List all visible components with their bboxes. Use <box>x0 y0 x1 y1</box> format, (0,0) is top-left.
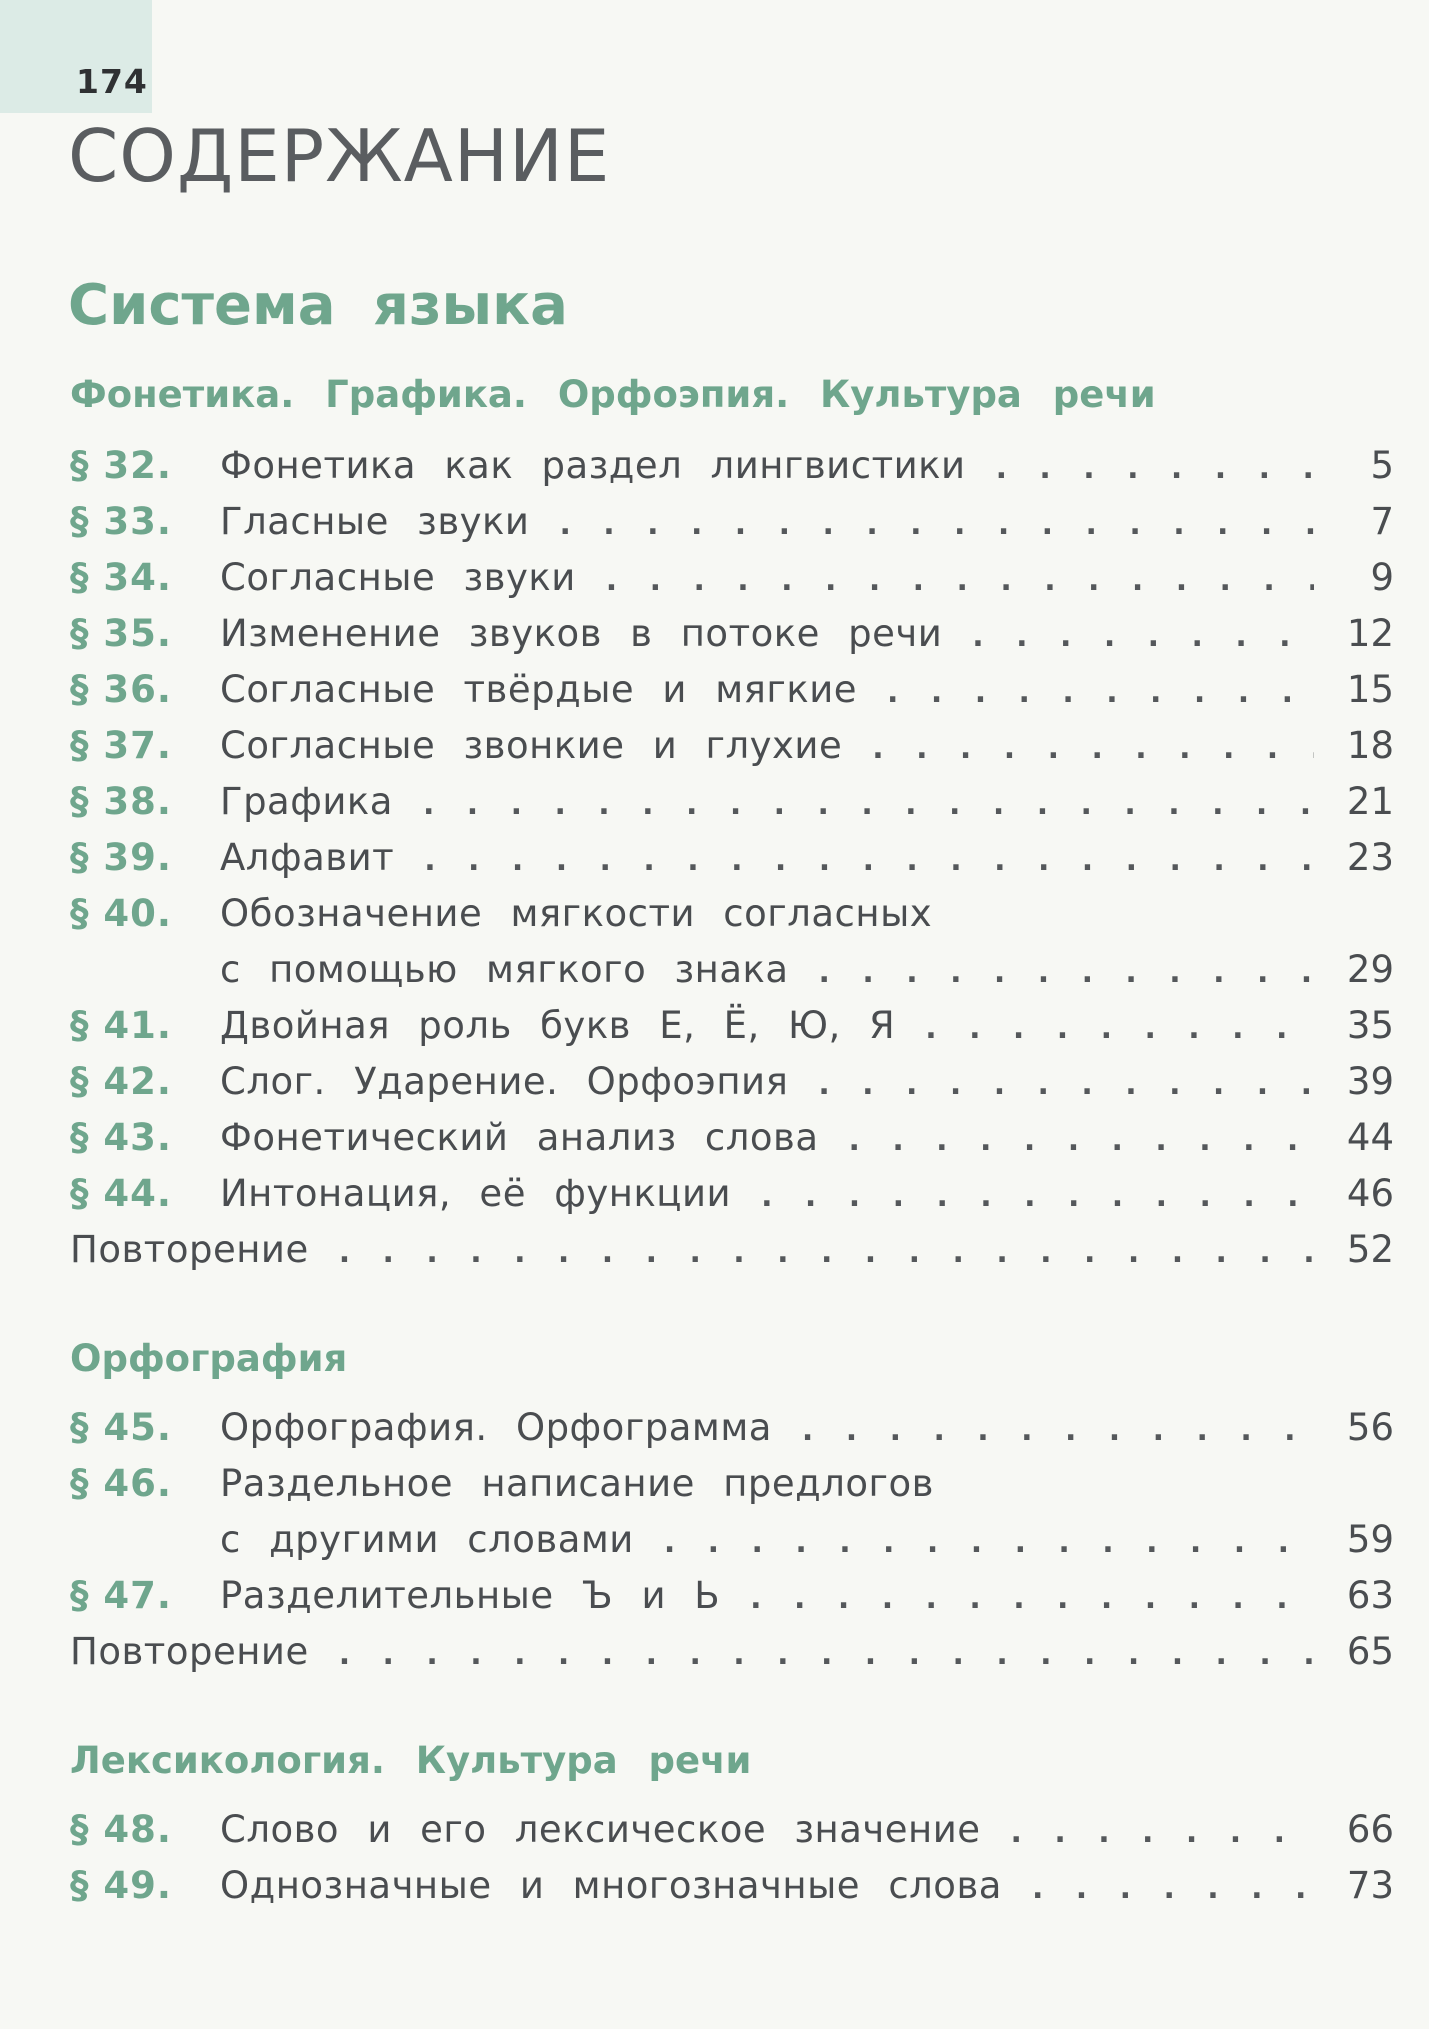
entry-title: Графика <box>220 780 393 823</box>
dot-leader <box>606 553 1314 609</box>
dot-leader <box>802 1403 1314 1459</box>
toc-entry[interactable] <box>70 1568 1394 1624</box>
entry-title: Слог. Ударение. Орфоэпия <box>220 1060 789 1103</box>
entry-page: 5 <box>1370 444 1394 487</box>
dot-leader <box>423 777 1314 833</box>
paragraph-number: § 33. <box>70 500 172 543</box>
section-heading-orthography: Орфография <box>70 1337 348 1380</box>
paragraph-number: § 36. <box>70 668 172 711</box>
review-title: Повторение <box>70 1228 309 1271</box>
entry-page: 59 <box>1346 1518 1394 1561</box>
entry-page: 44 <box>1346 1116 1394 1159</box>
entry-title: Фонетический анализ слова <box>220 1116 819 1159</box>
paragraph-number: § 46. <box>70 1462 172 1505</box>
dot-leader <box>761 1169 1314 1225</box>
entry-title: Раздельное написание предлогов <box>220 1462 934 1505</box>
page-number: 174 <box>76 62 148 101</box>
entry-title: Согласные звуки <box>220 556 576 599</box>
toc-entry[interactable] <box>70 718 1394 774</box>
toc-entry[interactable] <box>70 830 1394 886</box>
dot-leader <box>424 833 1314 889</box>
paragraph-number: § 47. <box>70 1574 172 1617</box>
dot-leader <box>972 609 1314 665</box>
toc-entry[interactable] <box>70 550 1394 606</box>
entry-page: 35 <box>1346 1004 1394 1047</box>
entry-page: 56 <box>1346 1406 1394 1449</box>
entry-title: Интонация, её функции <box>220 1172 732 1215</box>
entry-title: Орфография. Орфограмма <box>220 1406 772 1449</box>
toc-entry[interactable] <box>70 662 1394 718</box>
dot-leader <box>925 1001 1314 1057</box>
toc-entry-continuation[interactable] <box>220 1512 1394 1568</box>
entry-page: 66 <box>1346 1808 1394 1851</box>
section-heading-lexicology: Лексикология. Культура речи <box>70 1739 752 1782</box>
entry-page: 73 <box>1346 1864 1394 1907</box>
review-title: Повторение <box>70 1630 309 1673</box>
paragraph-number: § 42. <box>70 1060 172 1103</box>
entry-title: Обозначение мягкости согласных <box>220 892 933 935</box>
dot-leader <box>559 497 1314 553</box>
entry-title: Двойная роль букв Е, Ё, Ю, Я <box>220 1004 896 1047</box>
toc-entry-review[interactable] <box>70 1624 1394 1680</box>
entry-page: 9 <box>1370 556 1394 599</box>
entry-title: Гласные звуки <box>220 500 530 543</box>
dot-leader <box>819 945 1314 1001</box>
paragraph-number: § 43. <box>70 1116 172 1159</box>
entry-page: 39 <box>1346 1060 1394 1103</box>
entry-page: 15 <box>1346 668 1394 711</box>
toc-entry[interactable] <box>70 774 1394 830</box>
paragraph-number: § 40. <box>70 892 172 935</box>
dot-leader <box>750 1571 1314 1627</box>
dot-leader <box>339 1627 1314 1683</box>
section-heading-phonetics: Фонетика. Графика. Орфоэпия. Культура речи <box>70 373 1156 416</box>
paragraph-number: § 32. <box>70 444 172 487</box>
entry-title-continuation: с помощью мягкого знака <box>220 948 789 991</box>
paragraph-number: § 37. <box>70 724 172 767</box>
toc-entry[interactable] <box>70 1456 1394 1512</box>
toc-entry[interactable] <box>70 998 1394 1054</box>
dot-leader <box>818 1057 1314 1113</box>
entry-page: 46 <box>1346 1172 1394 1215</box>
entry-page: 63 <box>1346 1574 1394 1617</box>
entry-title: Согласные твёрдые и мягкие <box>220 668 858 711</box>
entry-page: 21 <box>1346 780 1394 823</box>
toc-entry[interactable] <box>70 438 1394 494</box>
entry-page: 65 <box>1346 1630 1394 1673</box>
dot-leader <box>1032 1861 1314 1917</box>
entry-page: 18 <box>1346 724 1394 767</box>
entry-page: 12 <box>1346 612 1394 655</box>
paragraph-number: § 34. <box>70 556 172 599</box>
entry-title: Фонетика как раздел лингвистики <box>220 444 966 487</box>
paragraph-number: § 49. <box>70 1864 172 1907</box>
dot-leader <box>996 441 1314 497</box>
entry-page: 23 <box>1346 836 1394 879</box>
toc-entry-continuation[interactable] <box>220 942 1394 998</box>
toc-entry[interactable] <box>70 1858 1394 1914</box>
entry-title-continuation: с другими словами <box>220 1518 634 1561</box>
paragraph-number: § 44. <box>70 1172 172 1215</box>
toc-entry[interactable] <box>70 886 1394 942</box>
paragraph-number: § 41. <box>70 1004 172 1047</box>
toc-entry-review[interactable] <box>70 1222 1394 1278</box>
dot-leader <box>872 721 1314 777</box>
paragraph-number: § 48. <box>70 1808 172 1851</box>
entry-title: Изменение звуков в потоке речи <box>220 612 943 655</box>
toc-entry[interactable] <box>70 1110 1394 1166</box>
toc-entry[interactable] <box>70 1802 1394 1858</box>
entry-page: 52 <box>1346 1228 1394 1271</box>
toc-entry[interactable] <box>70 606 1394 662</box>
entry-page: 7 <box>1370 500 1394 543</box>
dot-leader <box>664 1515 1314 1571</box>
toc-entry[interactable] <box>70 1166 1394 1222</box>
dot-leader <box>339 1225 1314 1281</box>
entry-page: 29 <box>1346 948 1394 991</box>
toc-entry[interactable] <box>70 1400 1394 1456</box>
paragraph-number: § 39. <box>70 836 172 879</box>
dot-leader <box>849 1113 1315 1169</box>
entry-title: Слово и его лексическое значение <box>220 1808 981 1851</box>
part-title: Система языка <box>68 273 568 338</box>
paragraph-number: § 38. <box>70 780 172 823</box>
dot-leader <box>887 665 1314 721</box>
entry-title: Однозначные и многозначные слова <box>220 1864 1002 1907</box>
dot-leader <box>1011 1805 1314 1861</box>
entry-title: Алфавит <box>220 836 395 879</box>
paragraph-number: § 35. <box>70 612 172 655</box>
entry-title: Согласные звонкие и глухие <box>220 724 843 767</box>
page-title: СОДЕРЖАНИЕ <box>68 114 611 198</box>
toc-entry[interactable] <box>70 494 1394 550</box>
entry-title: Разделительные Ъ и Ь <box>220 1574 721 1617</box>
toc-entry[interactable] <box>70 1054 1394 1110</box>
paragraph-number: § 45. <box>70 1406 172 1449</box>
